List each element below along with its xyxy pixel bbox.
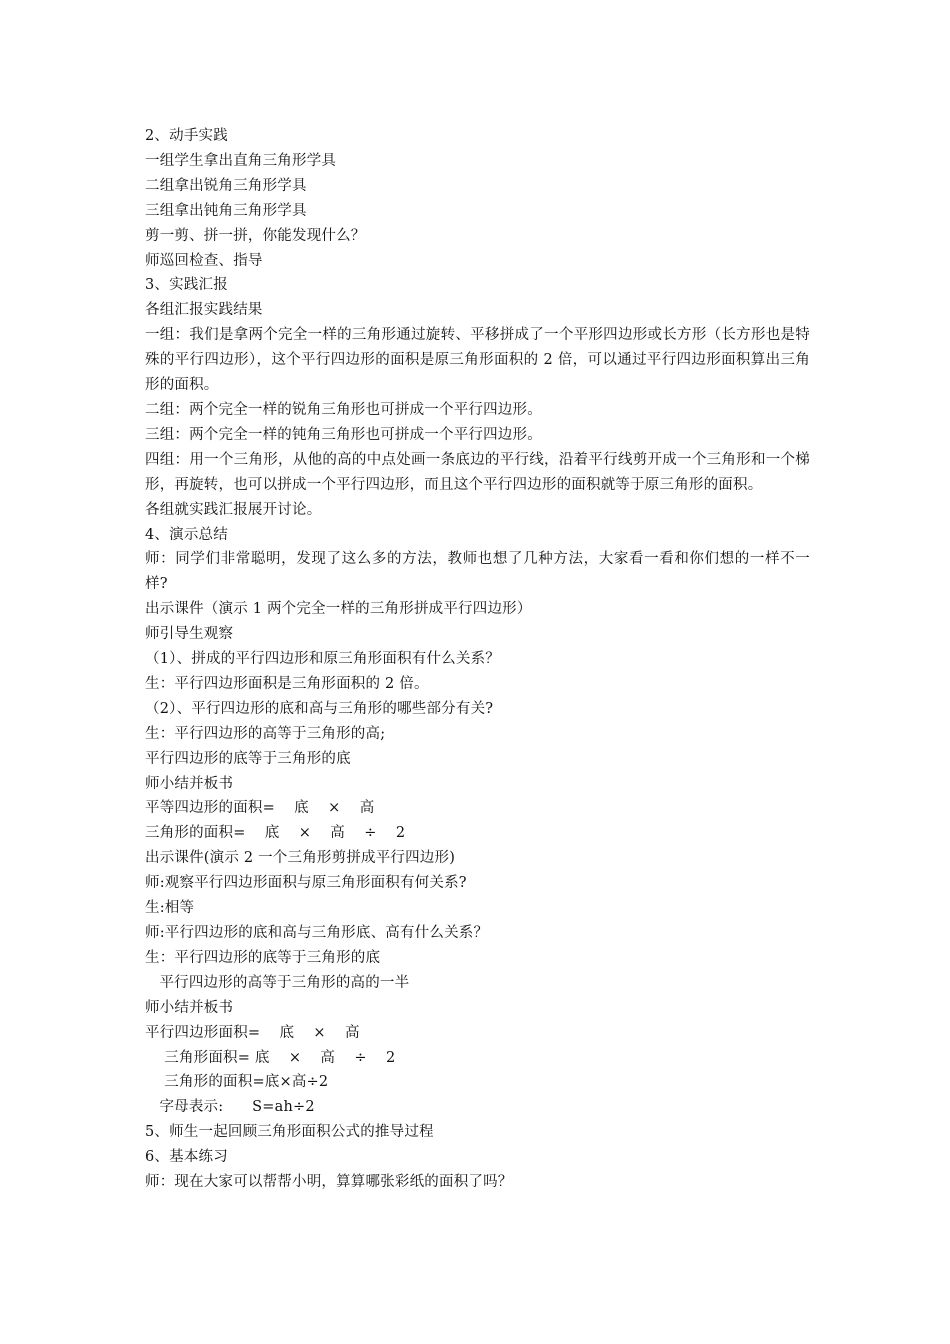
document-body: [145, 124, 810, 1195]
text-line: 一组学生拿出直角三角形学具: [145, 152, 337, 169]
formula-line: 三角形的面积=底×高÷2: [145, 1074, 329, 1091]
text-line: 出示课件（演示 1 两个完全一样的三角形拼成平行四边形）: [145, 601, 532, 618]
text-line: 生：平行四边形的底等于三角形的底: [145, 949, 381, 966]
text-line: 生：平行四边形的高等于三角形的高;: [145, 725, 386, 742]
text-line: 出示课件(演示 2 一个三角形剪拼成平行四边形): [145, 850, 456, 867]
text-line: 二组拿出锐角三角形学具: [145, 177, 307, 194]
paragraph-group-two: 二组：两个完全一样的锐角三角形也可拼成一个平行四边形。: [145, 401, 542, 418]
section-heading-report: 3、实践汇报: [145, 277, 228, 294]
text-line: 师:平行四边形的底和高与三角形底、高有什么关系？: [145, 925, 489, 941]
text-line: 师:观察平行四边形面积与原三角形面积有何关系?: [145, 875, 467, 892]
text-line: 师：现在大家可以帮帮小明，算算哪张彩纸的面积了吗？: [145, 1174, 513, 1191]
text-line: 生：平行四边形面积是三角形面积的 2 倍。: [145, 675, 429, 692]
text-line: 各组就实践汇报展开讨论。: [145, 501, 322, 518]
paragraph-group-three: 三组：两个完全一样的钝角三角形也可拼成一个平行四边形。: [145, 426, 542, 443]
paragraph-group-four: 四组：用一个三角形，从他的高的中点处画一条底边的平行线，沿着平行线剪开成一个三角形和一个梯形，再旋转，也可以拼成一个平行四边形，而且这个平行四边形的面积就等于原三角形的面积。: [145, 451, 810, 493]
text-line: 剪一剪、拼一拼，你能发现什么？: [145, 227, 366, 244]
text-line: 三组拿出钝角三角形学具: [145, 202, 307, 219]
text-line: 平行四边形的底等于三角形的底: [145, 750, 351, 767]
section-heading-exercise: 6、基本练习: [145, 1149, 228, 1166]
paragraph-group-one: 一组：我们是拿两个完全一样的三角形通过旋转、平移拼成了一个平形四边形或长方形（长方形也是特殊的平行四边形），这个平行四边形的面积是原三角形面积的 2 倍，可以通过平行四边形面积算出三角形的面积。: [145, 327, 810, 394]
text-line: （1）、拼成的平行四边形和原三角形面积有什么关系？: [145, 651, 500, 668]
formula-line: 平等四边形的面积= 底 × 高: [145, 800, 375, 817]
text-line: 师巡回检查、指导: [145, 252, 263, 269]
section-heading-practice: 2、动手实践: [145, 128, 228, 144]
text-line: 师小结并板书: [145, 775, 234, 792]
paragraph-teacher: 师：同学们非常聪明，发现了这么多的方法，教师也想了几种方法，大家看一看和你们想的一样不一样?: [145, 551, 810, 593]
text-line: （2）、平行四边形的底和高与三角形的哪些部分有关?: [145, 700, 494, 717]
formula-line: 字母表示: S=ah÷2: [145, 1099, 315, 1116]
formula-line: 三角形的面积= 底 × 高 ÷ 2: [145, 825, 406, 842]
formula-line: 平行四边形面积= 底 × 高: [145, 1024, 360, 1041]
formula-line: 三角形面积= 底 × 高 ÷ 2: [145, 1049, 396, 1066]
text-line: 平行四边形的高等于三角形的高的一半: [145, 974, 410, 991]
section-heading-review: 5、师生一起回顾三角形面积公式的推导过程: [145, 1124, 434, 1141]
text-line: 师小结并板书: [145, 999, 234, 1016]
text-line: 各组汇报实践结果: [145, 302, 263, 319]
text-line: 师引导生观察: [145, 626, 234, 643]
text-line: 生:相等: [145, 900, 195, 917]
section-heading-summary: 4、演示总结: [145, 526, 228, 543]
